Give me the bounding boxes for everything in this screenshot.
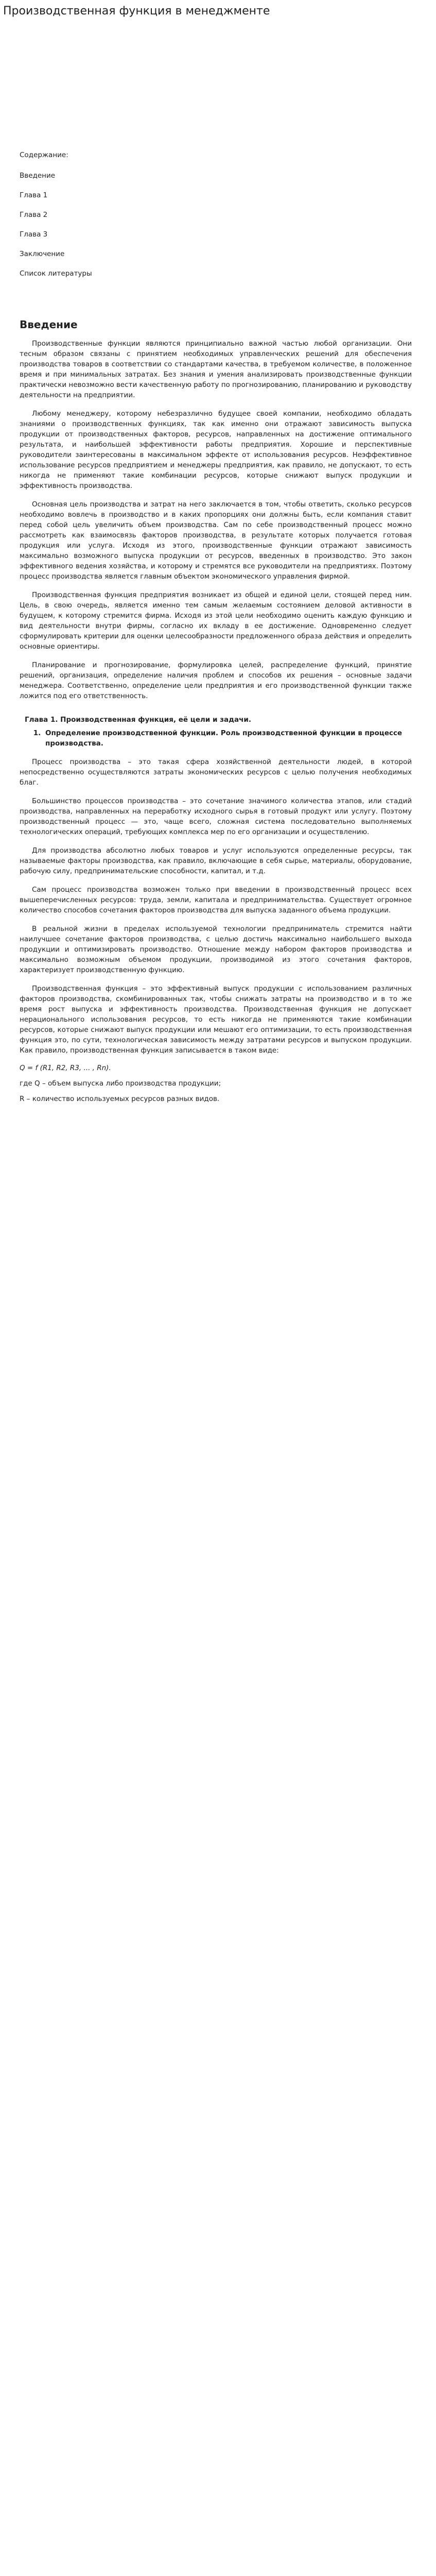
chapter-1-heading: Глава 1. Производственная функция, её цели и задачи.	[25, 716, 251, 724]
chapter-1-paragraph-3: Для производства абсолютно любых товаров и услуг используются определенные ресурсы, так называемые факторы производства, как правило, включающие в себя сырье, материалы, оборудование, рабочую силу, предпринимательские способности, капитал, и т.д.	[20, 846, 412, 875]
intro-paragraph-2: Любому менеджеру, которому небезразлично будущее своей компании, необходимо обладать знаниями о производственных функциях, так как именно они отражают зависимость выпуска продукции от производственных факторов, ресурсов, направленных на достижение оптимального результата, и наибольшей эффективности работы предприятия. Хорошие и перспективные руководители заинтересованы в максимальном эффекте от использования ресурсов. Неэффективное использование ресурсов предприятием и менеджеры предприятия, как правило, не допускают, то есть никогда не применяют такие комбинации ресурсов, которые снижают выпуск продукции и эффективность производства.	[20, 410, 412, 490]
toc-item-references[interactable]: Список литературы	[20, 269, 92, 278]
intro-paragraph-5: Планирование и прогнозирование, формулировка целей, распределение функций, принятие решений, организация, определение наличия проблем и способов их решения – основные задачи менеджера. Соответственно, определение цели предприятия и его производственной функции также ложится под его ответственность.	[20, 661, 412, 700]
toc-item-chapter-2[interactable]: Глава 2	[20, 211, 48, 219]
intro-paragraph-3: Основная цель производства и затрат на него заключается в том, чтобы ответить, сколько ресурсов необходимо вовлечь в производство и в каких пропорциях они должны быть, если компания ставит перед собой цель увеличить объем производства. Сам по себе производственный процесс можно рассмотреть как взаимосвязь факторов производства, в результате которых получается готовая продукция или услуга. Исходя из этого, производственные функции отражают зависимость максимально возможного выпуска продукции от ресурсов, введенных в производство. Это закон эффективного ведения хозяйства, и которому и стремятся все руководители на предприятиях. Поэтому процесс производства является главным объектом экономического управления фирмой.	[20, 500, 412, 581]
chapter-1-paragraph-1: Процесс производства – это такая сфера хозяйственной деятельности людей, в которой непосредственно осуществляются затраты экономических ресурсов с целью получения необходимых благ.	[20, 758, 412, 787]
table-of-contents	[0, 150, 436, 279]
document-continuation	[0, 1331, 436, 1444]
intro-heading: Введение	[20, 318, 78, 331]
document-continuation	[0, 1217, 436, 1331]
toc-item-conclusion[interactable]: Заключение	[20, 250, 65, 258]
document-title: Производственная функция в менеджменте	[3, 5, 270, 18]
toc-list	[20, 171, 436, 279]
document-continuation	[0, 1444, 436, 1557]
intro-paragraph-4: Производственная функция предприятия возникает из общей и единой цели, стоящей перед ним. Цель, в свою очередь, является именно тем самым желаемым состоянием деловой активности в будущем, к которому стремится фирма. Исходя из этой цели необходимо оценить каждую функцию и вид деятельности внутри фирмы, согласно их вкладу в ее достижение. Одновременно следует сформулировать критерии для оценки целесообразности предложенного образа действия и определить основные ориентиры.	[20, 591, 412, 651]
document-continuation	[0, 1557, 436, 1671]
chapter-1-subsection-1: 1. Определение производственной функции. Роль производственной функции в процессе производства.	[43, 728, 416, 749]
toc-item-chapter-1[interactable]: Глава 1	[20, 191, 48, 199]
toc-item-chapter-3[interactable]: Глава 3	[20, 230, 48, 239]
chapter-1-subsection-list	[25, 728, 416, 749]
document-continuation	[0, 1104, 436, 1217]
chapter-1-paragraph-5: В реальной жизни в пределах используемой технологии предприниматель стремится найти наилучшее сочетание факторов производства, с целью достичь максимально наибольшего выхода продукции и оптимизировать производство. Отношение между набором факторов производства и максимально возможным объемом продукции, производимой из этого сочетания факторов, характеризует производственную функцию.	[20, 925, 412, 974]
chapter-1-paragraph-6: Производственная функция – это эффективный выпуск продукции с использованием различных факторов производства, скомбинированных так, чтобы снижать затраты на производство и в то же время рост выпуска и эффективность производства. Производственная функция не допускает нерационального использования ресурсов, то есть никогда не применяются такие комбинации ресурсов, которые снижают выпуск продукции или мешают его оптимизации, то есть производственная функция это, по сути, технологическая зависимость между затратами ресурсов и выпуском продукции. Как правило, производственная функция записывается в таком виде:	[20, 985, 412, 1055]
production-function-formula: Q = f (R1, R2, R3, ... , Rn).	[20, 1064, 111, 1072]
chapter-1-paragraph-4: Сам процесс производства возможен только при введении в производственный процесс всех вышеперечисленных ресурсов: труда, земли, капитала и предпринимательства. Существует огромное количество способов сочетания факторов производства для выпуска заданного объема продукции.	[20, 886, 412, 914]
formula-legend-r: R – количество используемых ресурсов разных видов.	[20, 1095, 220, 1103]
chapter-1-paragraph-2: Большинство процессов производства – это сочетание значимого количества этапов, или стадий производства, направленных на переработку исходного сырья в готовый продукт или услугу. Поэтому производственный процесс — это, чаще всего, сложная система последовательно выполняемых технологических операций, требующих комплекса мер по его организации и осуществлению.	[20, 797, 412, 836]
toc-heading: Содержание:	[20, 151, 68, 159]
formula-legend-q: где Q – объем выпуска либо производства продукции;	[20, 1079, 221, 1088]
intro-paragraph-1: Производственные функции являются принципиально важной частью любой организации. Они тесным образом связаны с принятием необходимых управленческих решений для обеспечения производства товаров в соответствии со стандартами качества, в требуемом количестве, в положенное время и при минимальных затратах. Без знания и умения анализировать производственные функции практически невозможно вести качественную работу по прогнозированию, планированию и руководству деятельности на предприятии.	[20, 340, 412, 399]
toc-item-intro[interactable]: Введение	[20, 172, 56, 180]
title-gap	[0, 19, 436, 150]
